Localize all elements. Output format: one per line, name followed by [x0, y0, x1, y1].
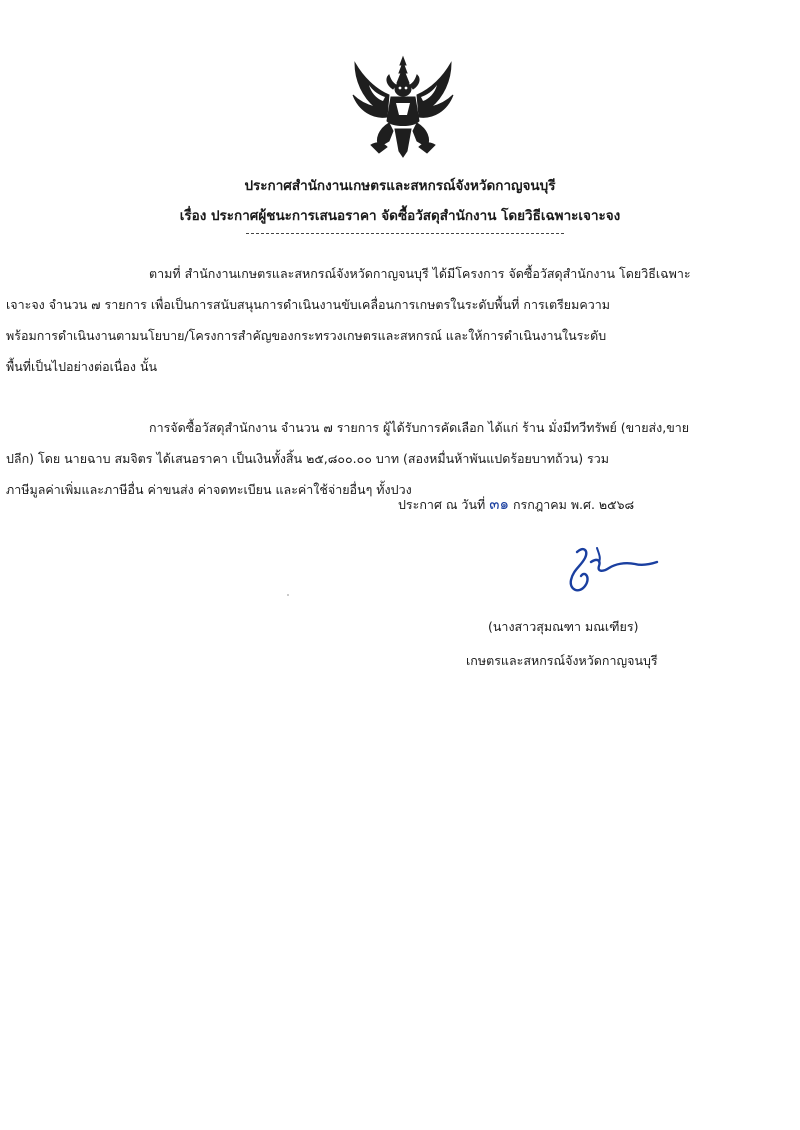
signatory-position: เกษตรและสหกรณ์จังหวัดกาญจนบุรี	[466, 653, 658, 668]
title-divider	[246, 233, 564, 234]
paragraph1-line2: เจาะจง จำนวน ๗ รายการ เพื่อเป็นการสนับสนุนการดำเนินงานขับเคลื่อนการเกษตรในระดับพื้นที่ การเตรียมความ	[6, 297, 611, 312]
document-title-line1: ประกาศสำนักงานเกษตรและสหกรณ์จังหวัดกาญจนบุรี	[244, 178, 556, 194]
scan-speck	[287, 594, 289, 596]
paragraph-project-background	[6, 258, 691, 382]
paragraph2-line2: ปลีก) โดย นายฉาบ สมจิตร ได้เสนอราคา เป็นเงินทั้งสิ้น ๒๕,๘๐๐.๐๐ บาท (สองหมื่นห้าพันแปดร้อยบาทถ้วน) รวม	[6, 451, 610, 466]
date-month-year: กรกฎาคม พ.ศ. ๒๕๖๘	[512, 497, 635, 512]
garuda-emblem-icon	[349, 55, 457, 160]
paragraph2-line1: การจัดซื้อวัสดุสำนักงาน จำนวน ๗ รายการ ผู้ได้รับการคัดเลือก ได้แก่ ร้าน มั่งมีทวีทรัพย์ (ขายส่ง,ขาย	[149, 420, 690, 435]
paragraph1-line3: พร้อมการดำเนินงานตามนโยบาย/โครงการสำคัญของกระทรวงเกษตรและสหกรณ์ และให้การดำเนินงานในระดับ	[6, 328, 607, 343]
paragraph1-line4: พื้นที่เป็นไปอย่างต่อเนื่อง นั้น	[6, 359, 158, 374]
document-title-line2: เรื่อง ประกาศผู้ชนะการเสนอราคา จัดซื้อวัสดุสำนักงาน โดยวิธีเฉพาะเจาะจง	[179, 208, 621, 224]
date-prefix: ประกาศ ณ วันที่	[398, 497, 486, 512]
handwritten-signature-icon	[555, 540, 665, 600]
date-day: ๓๑	[489, 495, 509, 513]
paragraph2-line3: ภาษีมูลค่าเพิ่มและภาษีอื่น ค่าขนส่ง ค่าจดทะเบียน และค่าใช้จ่ายอื่นๆ ทั้งปวง	[6, 482, 412, 497]
signatory-name: (นางสาวสุมณฑา มณเฑียร)	[488, 619, 639, 634]
paragraph1-line1: ตามที่ สำนักงานเกษตรและสหกรณ์จังหวัดกาญจนบุรี ได้มีโครงการ จัดซื้อวัสดุสำนักงาน โดยวิธีเฉพาะ	[149, 266, 691, 281]
announcement-date	[398, 492, 634, 516]
